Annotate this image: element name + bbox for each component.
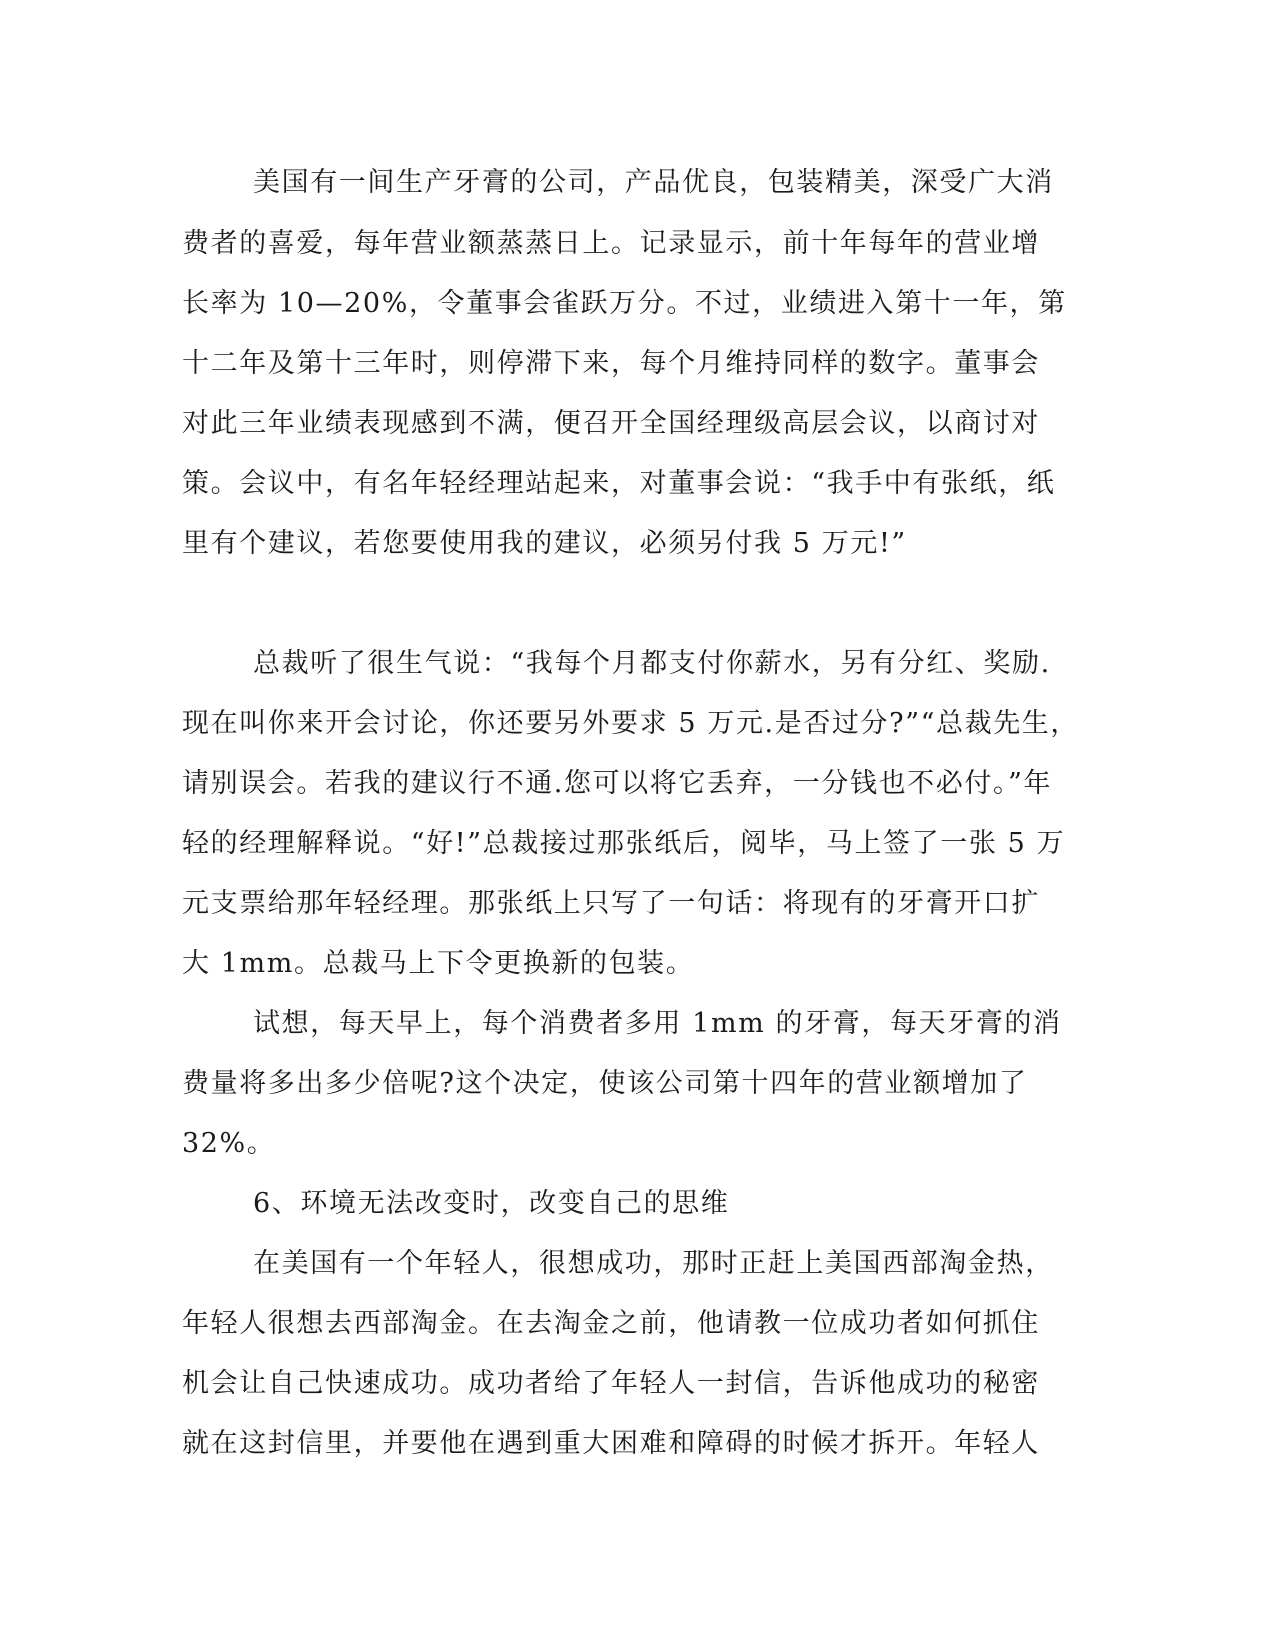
paragraph-line: 长率为 10—20%，令董事会雀跃万分。不过，业绩进入第十一年，第 xyxy=(182,288,1067,319)
paragraph-line: 就在这封信里，并要他在遇到重大困难和障碍的时候才拆开。年轻人 xyxy=(182,1428,1040,1459)
paragraph-line: 费者的喜爱，每年营业额蒸蒸日上。记录显示，前十年每年的营业增 xyxy=(182,228,1040,259)
paragraph-line: 机会让自己快速成功。成功者给了年轻人一封信，告诉他成功的秘密 xyxy=(182,1368,1040,1399)
paragraph-line: 策。会议中，有名年轻经理站起来，对董事会说：“我手中有张纸，纸 xyxy=(182,468,1056,499)
paragraph-line: 32%。 xyxy=(182,1128,276,1159)
paragraph-line: 费量将多出多少倍呢?这个决定，使该公司第十四年的营业额增加了 xyxy=(182,1068,1028,1099)
paragraph-line: 请别误会。若我的建议行不通.您可以将它丢弃，一分钱也不必付。”年 xyxy=(182,768,1053,799)
paragraph-line: 试想，每天早上，每个消费者多用 1mm 的牙膏，每天牙膏的消 xyxy=(253,1008,1062,1039)
paragraph-line: 现在叫你来开会讨论，你还要另外要求 5 万元.是否过分?”“总裁先生， xyxy=(182,708,1080,739)
paragraph-line: 轻的经理解释说。“好!”总裁接过那张纸后，阅毕，马上签了一张 5 万 xyxy=(182,828,1066,859)
paragraph-line: 里有个建议，若您要使用我的建议，必须另付我 5 万元!” xyxy=(182,528,907,559)
paragraph-line: 美国有一间生产牙膏的公司，产品优良，包装精美，深受广大消 xyxy=(253,167,1054,198)
section-heading: 6、环境无法改变时，改变自己的思维 xyxy=(253,1188,730,1219)
paragraph-line: 年轻人很想去西部淘金。在去淘金之前，他请教一位成功者如何抓住 xyxy=(182,1308,1040,1339)
paragraph-line: 元支票给那年轻经理。那张纸上只写了一句话：将现有的牙膏开口扩 xyxy=(182,888,1040,919)
paragraph-line: 在美国有一个年轻人，很想成功，那时正赶上美国西部淘金热， xyxy=(253,1248,1054,1279)
paragraph-line: 总裁听了很生气说：“我每个月都支付你薪水，另有分红、奖励. xyxy=(253,648,1051,679)
paragraph-line: 大 1mm。总裁马上下令更换新的包装。 xyxy=(182,948,695,979)
paragraph-line: 对此三年业绩表现感到不满，便召开全国经理级高层会议，以商讨对 xyxy=(182,408,1040,439)
paragraph-line: 十二年及第十三年时，则停滞下来，每个月维持同样的数字。董事会 xyxy=(182,348,1040,379)
